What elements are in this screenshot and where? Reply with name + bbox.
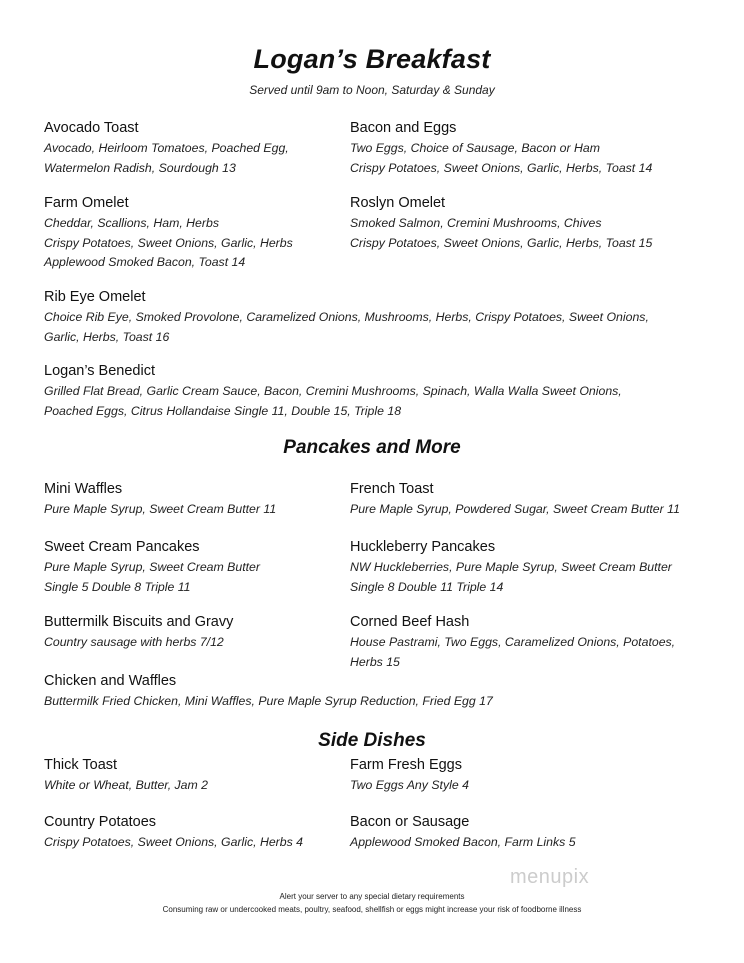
item-desc: House Pastrami, Two Eggs, Caramelized Onions, Potatoes, xyxy=(350,635,676,649)
item-name: French Toast xyxy=(350,481,434,497)
item-name: Sweet Cream Pancakes xyxy=(44,539,200,555)
item-desc: Pure Maple Syrup, Sweet Cream Butter 11 xyxy=(44,502,277,516)
menu-item xyxy=(44,194,293,273)
item-desc: Crispy Potatoes, Sweet Onions, Garlic, Herbs, Toast 14 xyxy=(350,160,653,175)
item-name: Huckleberry Pancakes xyxy=(350,539,496,555)
menu-item xyxy=(350,119,652,178)
watermark: menupix xyxy=(510,866,590,888)
menu-title: Logan’s Breakfast xyxy=(253,44,491,74)
item-desc: White or Wheat, Butter, Jam 2 xyxy=(44,778,209,792)
item-name: Mini Waffles xyxy=(44,481,123,497)
section-heading-sides: Side Dishes xyxy=(318,730,426,751)
footer-health-warning: Consuming raw or undercooked meats, poultry, seafood, shellfish or eggs might increase your risk of foodborne illness xyxy=(162,905,582,914)
item-desc: Pure Maple Syrup, Powdered Sugar, Sweet Cream Butter 11 xyxy=(350,502,680,516)
section-heading-pancakes: Pancakes and More xyxy=(283,437,461,458)
menu-item xyxy=(44,613,233,653)
item-desc: Herbs 15 xyxy=(350,654,400,669)
item-desc: Single 8 Double 11 Triple 14 xyxy=(350,579,504,594)
menu-item xyxy=(44,672,493,712)
menu-item xyxy=(44,756,208,796)
item-desc: Single 5 Double 8 Triple 11 xyxy=(44,579,191,594)
item-desc: Pure Maple Syrup, Sweet Cream Butter xyxy=(44,560,260,574)
item-desc: Poached Eggs, Citrus Hollandaise Single 11, Double 15, Triple 18 xyxy=(44,403,402,418)
menu-item xyxy=(44,288,649,347)
menu-item xyxy=(350,756,469,796)
item-desc: Watermelon Radish, Sourdough 13 xyxy=(44,160,236,175)
menu-item xyxy=(350,194,652,253)
item-desc: Cheddar, Scallions, Ham, Herbs xyxy=(44,216,219,230)
item-desc: Crispy Potatoes, Sweet Onions, Garlic, Herbs 4 xyxy=(44,835,304,849)
item-name: Bacon or Sausage xyxy=(350,814,470,830)
menu-item xyxy=(44,362,622,421)
item-desc: Applewood Smoked Bacon, Farm Links 5 xyxy=(350,835,576,849)
item-name: Farm Omelet xyxy=(44,195,129,211)
footer-dietary-note: Alert your server to any special dietary requirements xyxy=(279,892,465,901)
item-name: Rib Eye Omelet xyxy=(44,289,146,305)
item-desc: NW Huckleberries, Pure Maple Syrup, Sweet Cream Butter xyxy=(350,560,672,574)
item-desc: Two Eggs Any Style 4 xyxy=(350,778,469,792)
item-name: Chicken and Waffles xyxy=(44,673,177,689)
item-desc: Grilled Flat Bread, Garlic Cream Sauce, Bacon, Cremini Mushrooms, Spinach, Walla Walla Sweet Onions, xyxy=(44,384,622,398)
item-desc: Avocado, Heirloom Tomatoes, Poached Egg, xyxy=(44,141,289,155)
item-desc: Buttermilk Fried Chicken, Mini Waffles, Pure Maple Syrup Reduction, Fried Egg 17 xyxy=(44,694,493,708)
item-desc: Two Eggs, Choice of Sausage, Bacon or Ham xyxy=(350,141,600,155)
item-name: Roslyn Omelet xyxy=(350,195,446,211)
menu-item xyxy=(350,538,672,597)
item-desc: Applewood Smoked Bacon, Toast 14 xyxy=(44,255,246,269)
item-desc: Country sausage with herbs 7/12 xyxy=(44,635,224,649)
menu-item xyxy=(350,480,680,520)
item-desc: Crispy Potatoes, Sweet Onions, Garlic, Herbs xyxy=(44,235,293,250)
item-desc: Smoked Salmon, Cremini Mushrooms, Chives xyxy=(350,216,602,230)
menu-item xyxy=(44,480,276,520)
item-name: Buttermilk Biscuits and Gravy xyxy=(44,614,234,630)
item-name: Bacon and Eggs xyxy=(350,120,457,136)
item-name: Farm Fresh Eggs xyxy=(350,757,462,773)
menu-item xyxy=(44,538,260,597)
item-name: Thick Toast xyxy=(44,757,118,773)
item-name: Avocado Toast xyxy=(44,120,139,136)
item-name: Country Potatoes xyxy=(44,814,157,830)
menu-subtitle: Served until 9am to Noon, Saturday & Sunday xyxy=(249,83,495,97)
item-desc: Crispy Potatoes, Sweet Onions, Garlic, Herbs, Toast 15 xyxy=(350,235,653,250)
item-desc: Garlic, Herbs, Toast 16 xyxy=(44,329,170,344)
item-name: Corned Beef Hash xyxy=(350,614,470,630)
menu-item xyxy=(350,813,576,853)
item-name: Logan’s Benedict xyxy=(44,363,155,379)
menu-item xyxy=(44,119,289,178)
item-desc: Choice Rib Eye, Smoked Provolone, Caramelized Onions, Mushrooms, Herbs, Crispy Potatoes, Sweet Onions, xyxy=(44,310,649,324)
menu-item xyxy=(350,613,675,672)
menu-item xyxy=(44,813,303,853)
